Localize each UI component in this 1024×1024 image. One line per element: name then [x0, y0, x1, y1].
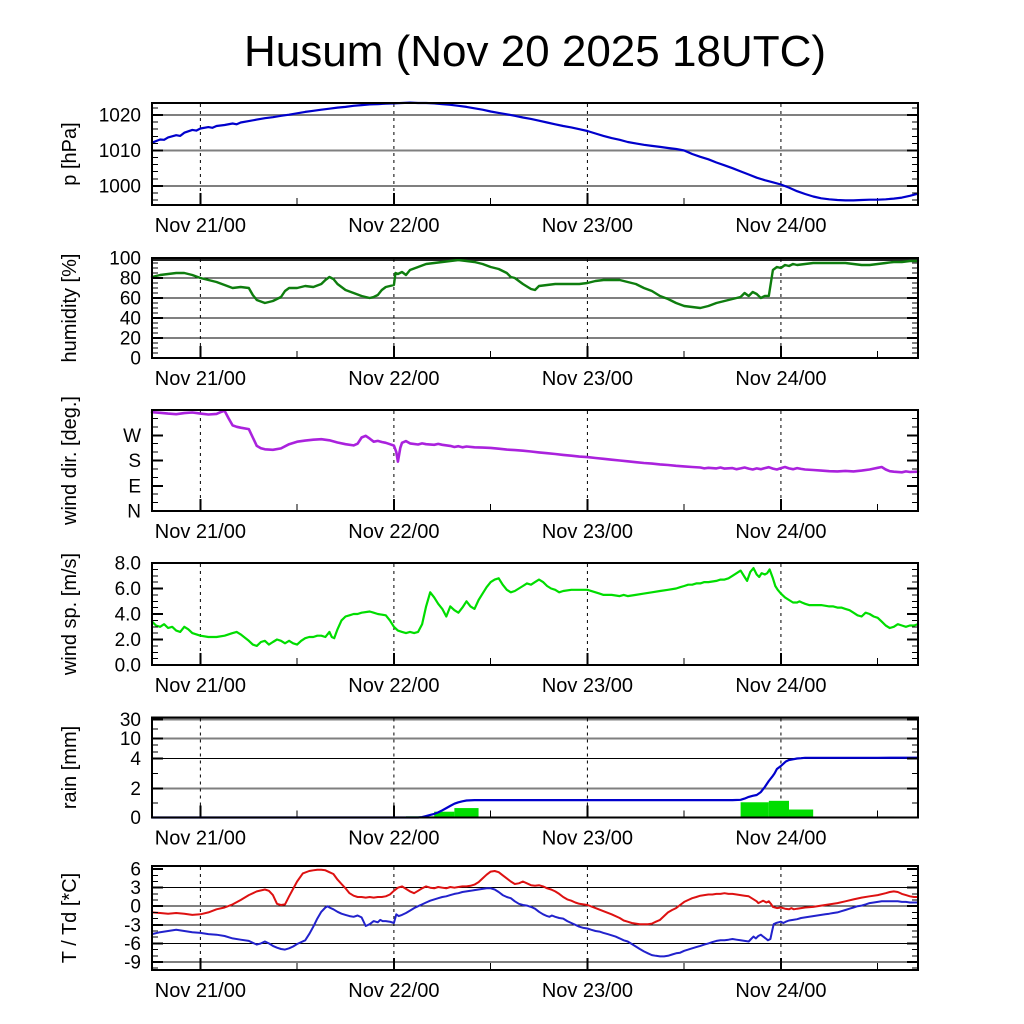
- xtick-label: Nov 22/00: [348, 980, 440, 1002]
- xtick-label: Nov 21/00: [154, 827, 246, 850]
- ytick-label-humidity: 0: [130, 348, 141, 370]
- ytick-label-wind_speed: 8.0: [114, 553, 141, 575]
- xtick-label: Nov 21/00: [154, 980, 246, 1002]
- ytick-label-humidity: 40: [119, 308, 141, 330]
- ytick-label-wind_direction: E: [128, 476, 141, 498]
- rain-bar: [741, 802, 769, 817]
- ylabel-temperature: T / Td [*C]: [59, 872, 81, 964]
- xtick-label: Nov 24/00: [735, 980, 827, 1002]
- ytick-label-temperature: 6: [130, 859, 141, 881]
- rain-bar: [789, 810, 813, 818]
- ytick-label-rain: 2: [130, 779, 141, 800]
- ytick-label-pressure: 1010: [98, 140, 141, 162]
- ytick-label-rain: 4: [130, 749, 141, 770]
- rain-bar: [454, 808, 478, 817]
- xtick-label: Nov 23/00: [541, 827, 633, 850]
- page-title: Husum (Nov 20 2025 18UTC): [243, 27, 827, 76]
- rain-bar: [769, 801, 789, 818]
- xtick-label: Nov 21/00: [154, 521, 246, 543]
- ytick-label-wind_speed: 4.0: [114, 604, 141, 626]
- xtick-label: Nov 21/00: [154, 215, 246, 237]
- ylabel-pressure: p [hPa]: [59, 122, 81, 186]
- ylabel-humidity: humidity [%]: [59, 253, 81, 363]
- xtick-label: Nov 23/00: [541, 521, 633, 543]
- xtick-label: Nov 23/00: [541, 215, 633, 237]
- xtick-label: Nov 23/00: [541, 980, 633, 1002]
- ytick-label-temperature: -9: [124, 952, 141, 974]
- xtick-label: Nov 24/00: [735, 675, 827, 697]
- ylabel-rain: rain [mm]: [59, 725, 81, 810]
- ytick-label-pressure: 1020: [98, 105, 141, 127]
- xtick-label: Nov 21/00: [154, 675, 246, 697]
- ytick-label-temperature: -6: [124, 933, 141, 955]
- ytick-label-temperature: 0: [130, 896, 141, 918]
- xtick-label: Nov 24/00: [735, 827, 827, 850]
- xtick-label: Nov 23/00: [541, 368, 633, 390]
- xtick-label: Nov 22/00: [348, 215, 440, 237]
- ylabel-wind_direction: wind dir. [deg.]: [59, 396, 81, 525]
- ylabel-wind_speed: wind sp. [m/s]: [59, 552, 81, 676]
- xtick-label: Nov 22/00: [348, 368, 440, 390]
- ytick-label-rain: 10: [119, 729, 141, 750]
- ytick-label-temperature: 3: [130, 878, 141, 900]
- xtick-label: Nov 23/00: [541, 675, 633, 697]
- ytick-label-wind_speed: 2.0: [114, 630, 141, 651]
- ytick-label-rain: 0: [130, 808, 141, 829]
- ytick-label-humidity: 60: [119, 288, 141, 310]
- xtick-label: Nov 24/00: [735, 368, 827, 390]
- xtick-label: Nov 21/00: [154, 368, 246, 390]
- ytick-label-wind_speed: 6.0: [114, 579, 141, 600]
- ytick-label-wind_direction: W: [123, 425, 141, 447]
- ytick-label-humidity: 100: [109, 248, 141, 270]
- ytick-label-humidity: 80: [119, 268, 141, 290]
- ytick-label-wind_direction: S: [128, 451, 141, 472]
- ytick-label-wind_speed: 0.0: [114, 655, 141, 677]
- ytick-label-temperature: -3: [124, 915, 141, 937]
- xtick-label: Nov 22/00: [348, 521, 440, 543]
- ytick-label-rain: 30: [119, 710, 141, 731]
- xtick-label: Nov 24/00: [735, 521, 827, 543]
- ytick-label-pressure: 1000: [98, 176, 141, 198]
- xtick-label: Nov 22/00: [348, 827, 440, 850]
- ytick-label-humidity: 20: [119, 328, 141, 350]
- ytick-label-wind_direction: N: [127, 501, 141, 523]
- xtick-label: Nov 24/00: [735, 215, 827, 237]
- xtick-label: Nov 22/00: [348, 675, 440, 697]
